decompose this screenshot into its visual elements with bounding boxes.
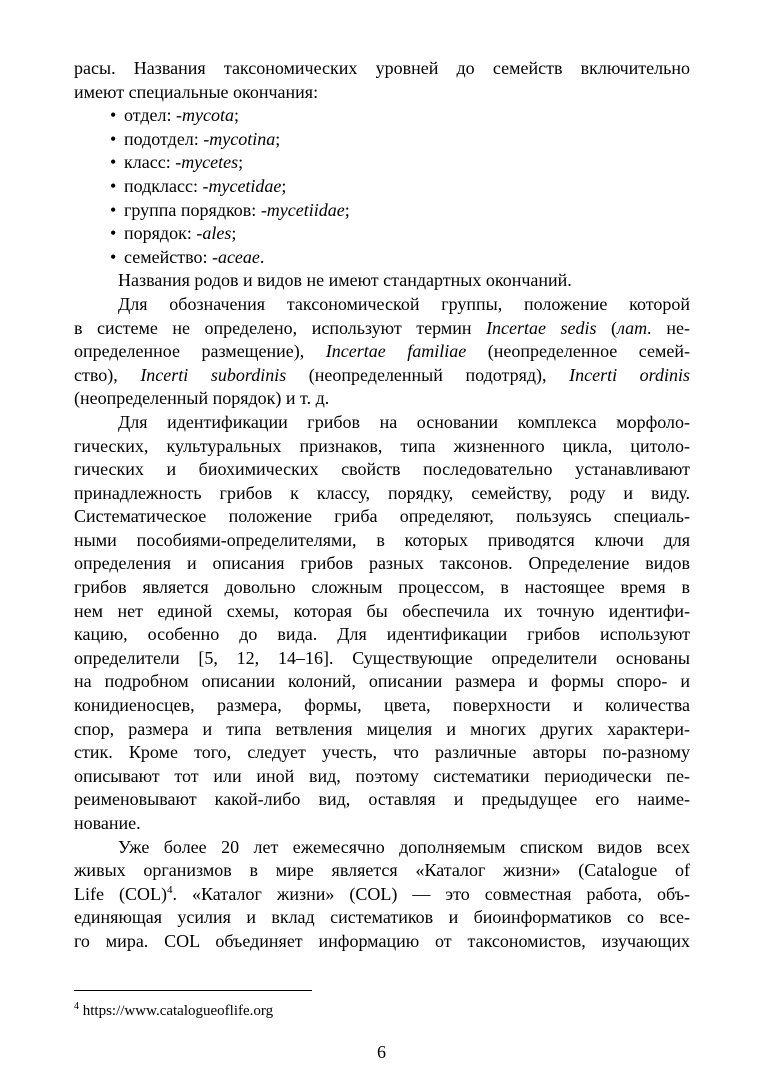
bullet-icon: • bbox=[110, 223, 117, 244]
paragraph-line: гических, культуральных признаков, типа жизненного цикла, цитоло- bbox=[74, 435, 690, 456]
list-item-suffix: -mycetiidae bbox=[260, 199, 345, 220]
bullet-icon: • bbox=[110, 199, 117, 220]
paragraph-identification bbox=[74, 411, 690, 836]
paragraph-line: на подробном описании колоний, описании размера и формы споро- и bbox=[74, 671, 690, 692]
paragraph-line: нование. bbox=[74, 813, 141, 833]
paragraph-line: конидиеносцев, размера, формы, цвета, поверхности и количества bbox=[74, 695, 690, 716]
paragraph-line: нем нет единой схемы, которая бы обеспечила их точную идентифи- bbox=[74, 600, 690, 621]
paragraph-line: Для идентификации грибов на основании комплекса морфоло- bbox=[118, 411, 690, 432]
latin-term: Incertae sedis bbox=[486, 317, 597, 338]
list-item-suffix: -mycetidae bbox=[202, 175, 282, 196]
list-item bbox=[74, 175, 690, 199]
latin-abbrev: лат. bbox=[617, 317, 652, 338]
paragraph-line: го мира. COL объединяет информацию от таксономистов, изучающих bbox=[74, 930, 690, 951]
list-item-punct: ; bbox=[231, 223, 237, 244]
bullet-icon: • bbox=[110, 246, 117, 267]
list-item bbox=[74, 199, 690, 223]
paragraph-line: живых организмов в мире является «Каталог жизни» (Catalogue of bbox=[74, 860, 690, 881]
text-run: Life (COL) bbox=[74, 883, 167, 904]
paragraph-catalogue-of-life bbox=[74, 836, 690, 954]
list-item bbox=[74, 246, 690, 270]
paragraph-line bbox=[74, 317, 690, 341]
paragraph-line: принадлежность грибов к классу, порядку, семейству, роду и виду. bbox=[74, 482, 690, 503]
list-item-suffix: -ales bbox=[196, 223, 232, 244]
bullet-icon: • bbox=[110, 152, 117, 173]
intro-line-2: имеют специальные окончания: bbox=[74, 81, 319, 102]
text-run: ство), bbox=[74, 364, 141, 385]
paragraph-line: определения и описания грибов разных таксонов. Определение видов bbox=[74, 553, 690, 574]
paragraph-line: гических и биохимических свойств последовательно устанавливают bbox=[74, 459, 690, 480]
paragraph-line: ными пособиями-определителями, в которых приводятся ключи для bbox=[74, 529, 690, 550]
text-run: определенное размещение), bbox=[74, 341, 326, 362]
paragraph-line: грибов является довольно сложным процессом, в настоящее время в bbox=[74, 577, 690, 598]
text-run: в системе не определено, используют термин bbox=[74, 317, 487, 338]
list-item-suffix: -mycetes bbox=[175, 152, 239, 173]
paragraph-line: единяющая усилия и вклад систематиков и биоинформатиков со все- bbox=[74, 907, 690, 928]
paragraph-line bbox=[74, 340, 690, 364]
page-number: 6 bbox=[377, 1042, 386, 1062]
bullet-icon: • bbox=[110, 128, 117, 149]
list-item bbox=[74, 104, 690, 128]
list-item-suffix: -mycota bbox=[176, 105, 235, 126]
text-run: (неопределенное семей- bbox=[466, 341, 690, 362]
footnote-reference[interactable]: 4 bbox=[166, 883, 173, 896]
list-item-label: подотдел: bbox=[124, 128, 204, 149]
list-item bbox=[74, 222, 690, 246]
list-item-punct: ; bbox=[275, 128, 281, 149]
taxonomic-endings-list bbox=[74, 104, 690, 269]
footnote-link[interactable]: https://www.catalogueoflife.org bbox=[79, 1003, 274, 1019]
page-body bbox=[74, 57, 690, 954]
list-item-suffix: -mycotina bbox=[203, 128, 276, 149]
list-item bbox=[74, 128, 690, 152]
bullet-icon: • bbox=[110, 175, 117, 196]
paragraph-line: Уже более 20 лет ежемесячно дополняемым списком видов всех bbox=[118, 836, 690, 857]
list-item-punct: ; bbox=[234, 105, 240, 126]
paragraph-line: (неопределенный порядок) и т. д. bbox=[74, 388, 330, 409]
list-item-punct: ; bbox=[238, 152, 244, 173]
bullet-icon: • bbox=[110, 105, 117, 126]
paragraph-line: спор, размера и типа ветвления мицелия и многих других характери- bbox=[74, 718, 690, 739]
list-item-punct: ; bbox=[281, 175, 287, 196]
text-run: . «Каталог жизни» (COL) — это совместная работа, объ- bbox=[172, 883, 690, 904]
paragraph-line: кацию, особенно до вида. Для идентификации грибов используют bbox=[74, 624, 690, 645]
list-item-punct: ; bbox=[344, 199, 350, 220]
text-run: не- bbox=[651, 317, 691, 338]
latin-term: Incerti subordinis bbox=[140, 364, 287, 385]
list-item-suffix: -aceae bbox=[211, 246, 260, 267]
paragraph-line bbox=[74, 364, 690, 388]
list-item-label: подкласс: bbox=[124, 175, 203, 196]
list-item-label: отдел: bbox=[124, 105, 177, 126]
paragraph-line: стик. Кроме того, следует учесть, что различные авторы по-разному bbox=[74, 742, 690, 763]
list-item-punct: . bbox=[259, 246, 265, 267]
paragraph-genera: Названия родов и видов не имеют стандартных окончаний. bbox=[118, 270, 572, 291]
list-item-label: группа порядков: bbox=[124, 199, 261, 220]
paragraph-line bbox=[74, 883, 690, 907]
paragraph-line: определители [5, 12, 14–16]. Существующие определители основаны bbox=[74, 647, 690, 668]
text-run: (неопределенный подотряд), bbox=[286, 364, 570, 385]
text-run: ( bbox=[596, 317, 618, 338]
latin-term: Incerti ordinis bbox=[569, 364, 691, 385]
list-item-label: семейство: bbox=[124, 246, 212, 267]
list-item-label: класс: bbox=[124, 152, 176, 173]
paragraph-line: описывают тот или иной вид, поэтому систематики периодически пе- bbox=[74, 765, 690, 786]
list-item-label: порядок: bbox=[124, 223, 197, 244]
paragraph-line: Для обозначения таксономической группы, положение которой bbox=[118, 293, 690, 314]
footnote-number: 4 bbox=[74, 1001, 79, 1012]
intro-line-1: расы. Названия таксономических уровней до семейств включительно bbox=[74, 58, 690, 78]
paragraph-line: Систематическое положение гриба определяют, пользуясь специаль- bbox=[74, 506, 690, 527]
footnote bbox=[74, 1001, 273, 1021]
paragraph-incertae bbox=[74, 293, 690, 411]
latin-term: Incertae familiae bbox=[325, 341, 467, 362]
footnote-divider bbox=[74, 990, 312, 991]
paragraph-line: реименовывают какой-либо вид, оставляя и предыдущее его наиме- bbox=[74, 789, 690, 810]
list-item bbox=[74, 151, 690, 175]
